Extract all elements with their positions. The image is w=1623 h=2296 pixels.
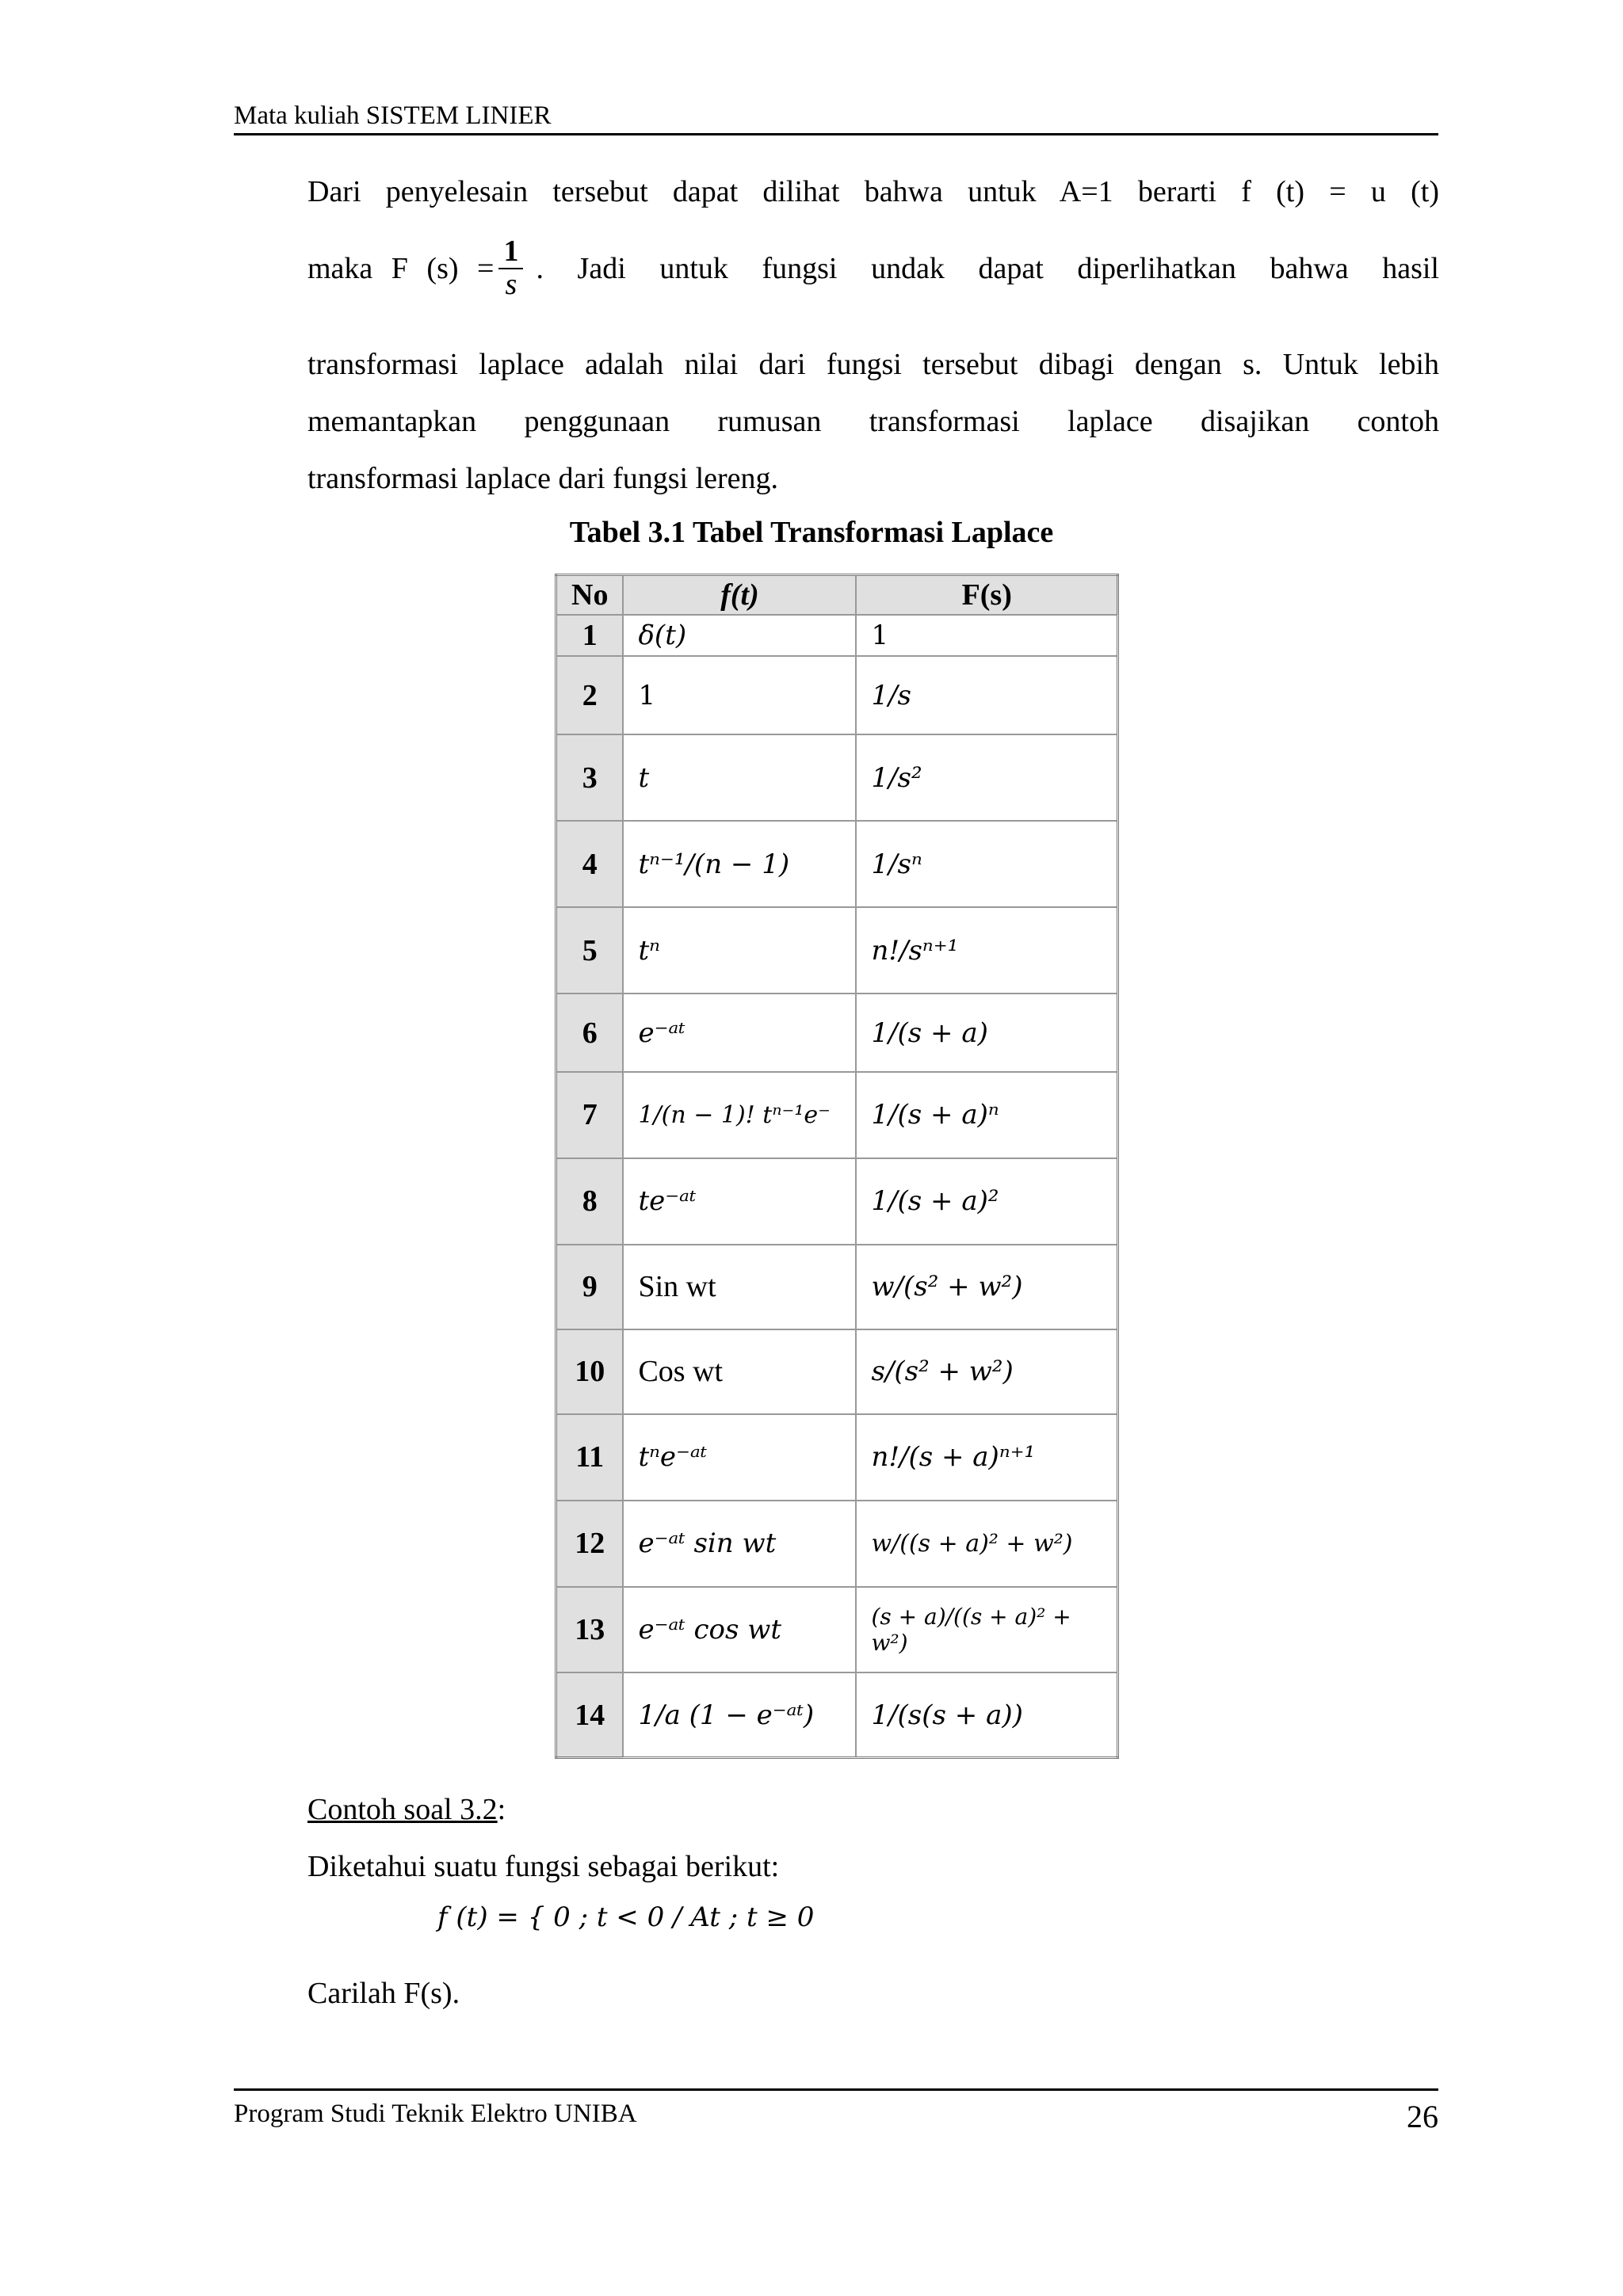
intro-line-1: Dari penyelesain tersebut dapat dilihat bahwa untuk A=1 berarti f (t) = u (t) bbox=[307, 175, 1439, 208]
row-F: w/((s + a)² + w²) bbox=[856, 1501, 1117, 1587]
row-F: s/(s² + w²) bbox=[856, 1329, 1117, 1414]
example-given: Diketahui suatu fungsi sebagai berikut: bbox=[307, 1850, 780, 1883]
row-f: 1/a (1 − e⁻ᵃᵗ) bbox=[623, 1672, 856, 1757]
page-number: 26 bbox=[1407, 2099, 1438, 2134]
table-row bbox=[556, 1501, 1118, 1587]
row-f: δ(t) bbox=[623, 615, 856, 656]
row-no: 11 bbox=[556, 1414, 624, 1501]
table-row bbox=[556, 1587, 1118, 1673]
row-f: tⁿe⁻ᵃᵗ bbox=[623, 1414, 856, 1501]
row-no: 5 bbox=[556, 907, 624, 994]
footer-rule bbox=[234, 2088, 1438, 2091]
table-row bbox=[556, 907, 1118, 994]
page-header: Mata kuliah SISTEM LINIER bbox=[234, 101, 552, 130]
row-F: (s + a)/((s + a)² + w²) bbox=[856, 1587, 1117, 1673]
intro-line-2-pre: maka F (s) = bbox=[307, 251, 495, 285]
example-title: Contoh soal 3.2 bbox=[307, 1793, 498, 1826]
row-no: 1 bbox=[556, 615, 624, 656]
row-f: tⁿ bbox=[623, 907, 856, 994]
row-F: 1/(s + a)² bbox=[856, 1158, 1117, 1245]
table-row bbox=[556, 734, 1118, 821]
row-F: 1/s² bbox=[856, 734, 1117, 821]
row-f: e⁻ᵃᵗ bbox=[623, 994, 856, 1072]
table-row bbox=[556, 1245, 1118, 1329]
example-title-colon: : bbox=[497, 1793, 506, 1826]
intro-line-4: memantapkan penggunaan rumusan transformasi laplace disajikan contoh bbox=[307, 405, 1439, 438]
table-row bbox=[556, 1672, 1118, 1757]
row-F: 1/(s + a)ⁿ bbox=[856, 1072, 1117, 1158]
table-caption: Tabel 3.1 Tabel Transformasi Laplace bbox=[569, 516, 1054, 549]
row-F: 1 bbox=[856, 615, 1117, 656]
row-F: w/(s² + w²) bbox=[856, 1245, 1117, 1329]
row-F: 1/(s + a) bbox=[856, 994, 1117, 1072]
header-F: F(s) bbox=[856, 575, 1117, 616]
row-no: 9 bbox=[556, 1245, 624, 1329]
row-F: 1/sⁿ bbox=[856, 821, 1117, 907]
row-no: 14 bbox=[556, 1672, 624, 1757]
header-rule bbox=[234, 133, 1438, 135]
fraction-denominator: s bbox=[505, 267, 517, 301]
table-row bbox=[556, 994, 1118, 1072]
row-no: 2 bbox=[556, 656, 624, 734]
row-F: 1/(s(s + a)) bbox=[856, 1672, 1117, 1757]
table-header-row bbox=[556, 575, 1118, 616]
row-F: 1/s bbox=[856, 656, 1117, 734]
laplace-table bbox=[555, 574, 1119, 1759]
piecewise-function: f (t) = { 0 ; t < 0 / At ; t ≥ 0 bbox=[437, 1901, 815, 1933]
intro-line-5: transformasi laplace dari fungsi lereng. bbox=[307, 462, 779, 495]
page-footer: Program Studi Teknik Elektro UNIBA bbox=[234, 2100, 637, 2128]
row-F: n!/(s + a)ⁿ⁺¹ bbox=[856, 1414, 1117, 1501]
row-no: 13 bbox=[556, 1587, 624, 1673]
row-no: 6 bbox=[556, 994, 624, 1072]
intro-paragraph bbox=[307, 174, 1439, 523]
row-no: 10 bbox=[556, 1329, 624, 1414]
row-no: 3 bbox=[556, 734, 624, 821]
table-row bbox=[556, 1414, 1118, 1501]
table-row bbox=[556, 1072, 1118, 1158]
header-no: No bbox=[556, 575, 624, 616]
row-f: e⁻ᵃᵗ cos wt bbox=[623, 1587, 856, 1673]
table-row bbox=[556, 656, 1118, 734]
row-f: Cos wt bbox=[623, 1329, 856, 1414]
row-no: 7 bbox=[556, 1072, 624, 1158]
table-row bbox=[556, 1158, 1118, 1245]
intro-line-2-post: . Jadi untuk fungsi undak dapat diperlihatkan bahwa hasil bbox=[536, 251, 1439, 285]
row-no: 12 bbox=[556, 1501, 624, 1587]
table-row bbox=[556, 1329, 1118, 1414]
table-row bbox=[556, 821, 1118, 907]
row-f: te⁻ᵃᵗ bbox=[623, 1158, 856, 1245]
row-f: t bbox=[623, 734, 856, 821]
row-f: e⁻ᵃᵗ sin wt bbox=[623, 1501, 856, 1587]
row-no: 4 bbox=[556, 821, 624, 907]
intro-line-2 bbox=[307, 236, 1439, 301]
table-row bbox=[556, 615, 1118, 656]
row-no: 8 bbox=[556, 1158, 624, 1245]
fraction-one-over-s bbox=[498, 236, 523, 301]
row-f: tⁿ⁻¹/(n − 1) bbox=[623, 821, 856, 907]
intro-line-3: transformasi laplace adalah nilai dari fungsi tersebut dibagi dengan s. Untuk lebih bbox=[307, 348, 1439, 381]
example-heading bbox=[307, 1792, 506, 1827]
fraction-numerator: 1 bbox=[498, 236, 523, 269]
row-f: Sin wt bbox=[623, 1245, 856, 1329]
row-f: 1 bbox=[623, 656, 856, 734]
header-f: f(t) bbox=[623, 575, 856, 616]
row-F: n!/sⁿ⁺¹ bbox=[856, 907, 1117, 994]
example-task: Carilah F(s). bbox=[307, 1977, 460, 2010]
row-f: 1/(n − 1)! tⁿ⁻¹e⁻ bbox=[623, 1072, 856, 1158]
